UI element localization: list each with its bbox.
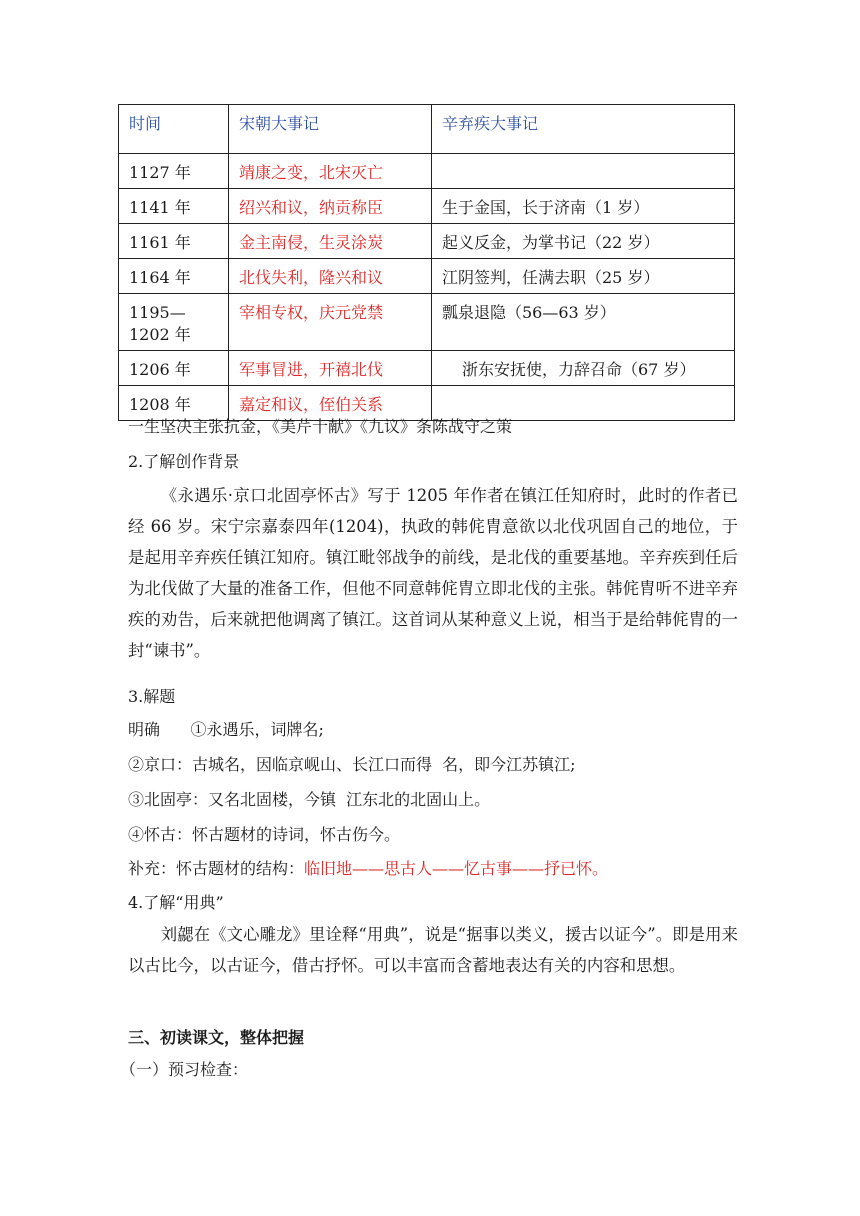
table-row bbox=[119, 386, 735, 421]
table-header-row bbox=[119, 105, 735, 154]
cell-time: 1141 年 bbox=[119, 189, 229, 224]
section3-line1: 明确 ①永遇乐，词牌名; bbox=[128, 720, 324, 739]
cell-song-event: 宰相专权，庆元党禁 bbox=[229, 294, 432, 351]
section4-heading: 4.了解“用典” bbox=[128, 893, 224, 912]
section3-line4: ④怀古：怀古题材的诗词，怀古伤今。 bbox=[128, 825, 401, 844]
header-song-events: 宋朝大事记 bbox=[229, 105, 432, 154]
table-row bbox=[119, 259, 735, 294]
cell-xin-event bbox=[432, 154, 735, 189]
sub-heading: （一）预习检查： bbox=[120, 1060, 249, 1079]
table-row bbox=[119, 351, 735, 386]
cell-time: 1164 年 bbox=[119, 259, 229, 294]
cell-xin-event: 起义反金，为掌书记（22 岁） bbox=[432, 224, 735, 259]
cell-xin-event-text: 浙东安抚使，力辞召命（67 岁） bbox=[462, 360, 696, 379]
cell-xin-event bbox=[432, 351, 735, 386]
table-row bbox=[119, 154, 735, 189]
cell-xin-event: 瓢泉退隐（56—63 岁） bbox=[432, 294, 735, 351]
cell-song-event: 嘉定和议，侄伯关系 bbox=[229, 386, 432, 421]
note-line: 一生坚决主张抗金，《美芹十献》《九议》条陈战守之策 bbox=[128, 417, 513, 436]
section4-body: 刘勰在《文心雕龙》里诠释“用典”，说是“据事以类义，援古以证今”。即是用来以古比今，以古证今，借古抒怀。可以丰富而含蓄地表达有关的内容和思想。 bbox=[128, 925, 738, 975]
cell-time: 1206 年 bbox=[119, 351, 229, 386]
cell-time: 1161 年 bbox=[119, 224, 229, 259]
section3-heading: 3.解题 bbox=[128, 687, 176, 706]
section3-line3: ③北固亭：又名北固楼，今镇 江东北的北固山上。 bbox=[128, 790, 491, 809]
cell-song-event: 北伐失利，隆兴和议 bbox=[229, 259, 432, 294]
cell-xin-event bbox=[432, 386, 735, 421]
section2-body: 《永遇乐·京口北固亭怀古》写于 1205 年作者在镇江任知府时，此时的作者已经 66 岁。宋宁宗嘉泰四年(1204)，执政的韩侂胄意欲以北伐巩固自己的地位，于是起用辛弃疾任镇江知府。镇江毗邻战争的前线，是北伐的重要基地。辛弃疾到任后为北伐做了大量的准备工作，但他不同意韩侂胄立即北伐的主张。韩侂胄听不进辛弃疾的劝告，后来就把他调离了镇江。这首词从某种意义上说，相当于是给韩侂胄的一封“谏书”。 bbox=[128, 486, 738, 660]
events-table bbox=[118, 104, 735, 421]
header-time: 时间 bbox=[119, 105, 229, 154]
cell-xin-event: 江阴签判，任满去职（25 岁） bbox=[432, 259, 735, 294]
cell-song-event: 军事冒进，开禧北伐 bbox=[229, 351, 432, 386]
section3-line2: ②京口：古城名，因临京岘山、长江口而得 名，即今江苏镇江; bbox=[128, 755, 576, 774]
cell-time: 1127 年 bbox=[119, 154, 229, 189]
cell-song-event: 金主南侵，生灵涂炭 bbox=[229, 224, 432, 259]
cell-song-event: 绍兴和议，纳贡称臣 bbox=[229, 189, 432, 224]
supplement-structure: 临旧地——思古人——忆古事——抒已怀。 bbox=[304, 859, 609, 878]
supplement-label: 补充：怀古题材的结构： bbox=[128, 859, 305, 878]
table-row bbox=[119, 189, 735, 224]
supplement-line bbox=[128, 859, 738, 879]
table-row bbox=[119, 294, 735, 351]
section2-heading: 2.了解创作背景 bbox=[128, 452, 240, 471]
cell-xin-event: 生于金国，长于济南（1 岁） bbox=[432, 189, 735, 224]
part3-heading: 三、初读课文，整体把握 bbox=[128, 1028, 305, 1047]
header-xin-events: 辛弃疾大事记 bbox=[432, 105, 735, 154]
cell-song-event: 靖康之变，北宋灭亡 bbox=[229, 154, 432, 189]
table-row bbox=[119, 224, 735, 259]
cell-time: 1208 年 bbox=[119, 386, 229, 421]
cell-time: 1195—1202 年 bbox=[119, 294, 229, 351]
